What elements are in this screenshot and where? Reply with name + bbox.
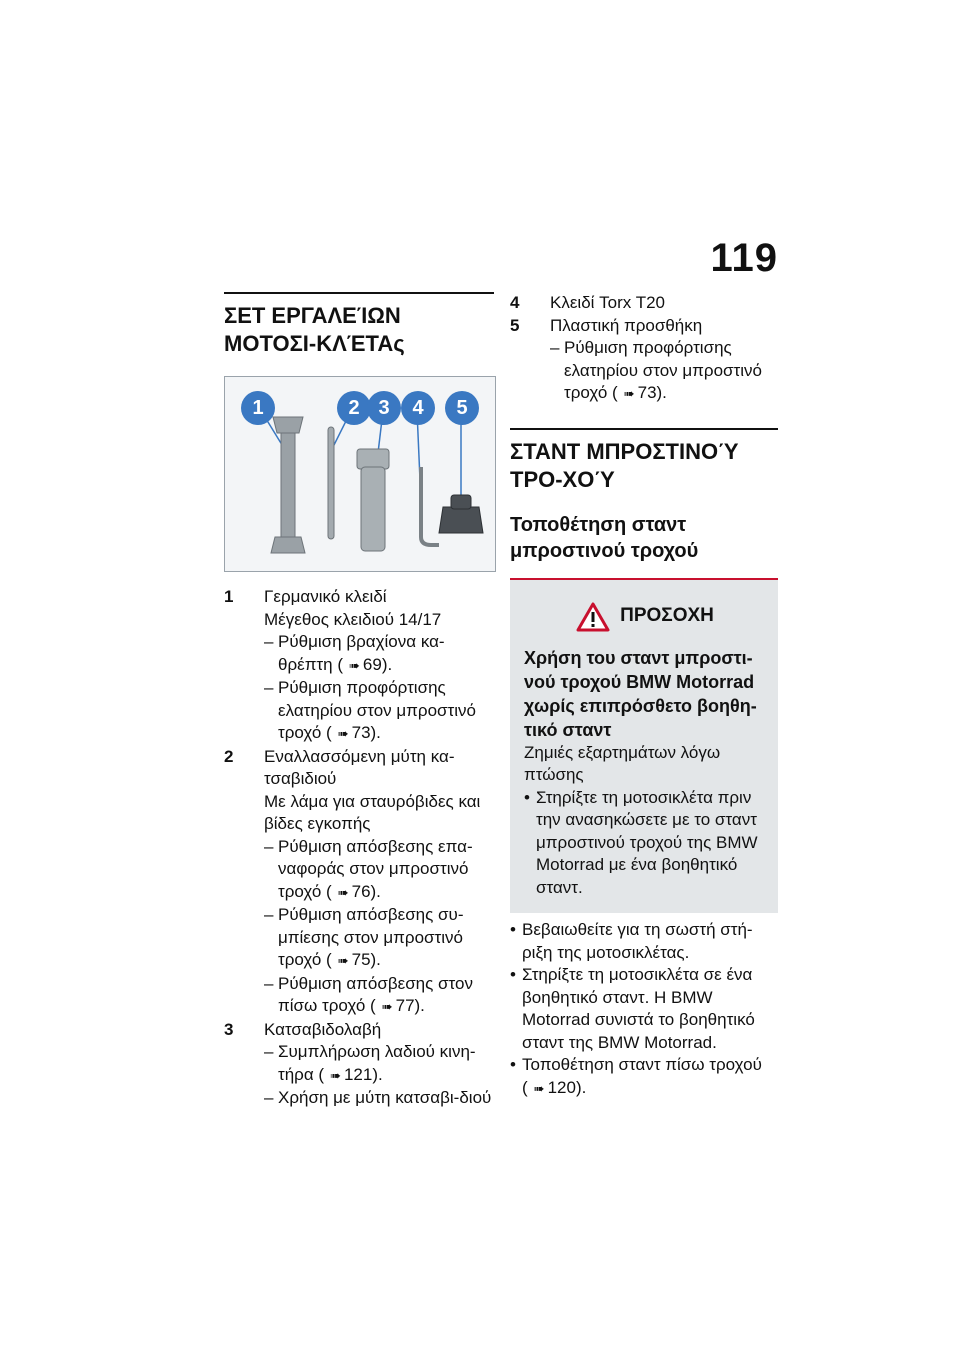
figure-callout-2: 2 xyxy=(337,391,371,425)
item-title: Εναλλασσόμενη μύτη κα-τσαβιδιού xyxy=(264,746,455,788)
page-reference-arrow-icon: ➠ xyxy=(337,953,349,968)
tool-item-1 xyxy=(224,586,494,631)
item-title: Πλαστική προσθήκη xyxy=(550,315,703,335)
page-reference-link[interactable]: 121). xyxy=(343,1064,383,1084)
page-number: 119 xyxy=(710,236,778,280)
page-reference-link[interactable]: 120). xyxy=(547,1077,587,1097)
page-reference-arrow-icon: ➠ xyxy=(623,386,635,401)
subsection-heading: Τοποθέτηση σταντ μπροστινού τροχού xyxy=(510,513,699,562)
section-rule xyxy=(510,428,778,430)
tool-item-3 xyxy=(224,1019,494,1042)
page-reference-link[interactable]: 77). xyxy=(395,996,425,1015)
tool-item-2 xyxy=(224,746,494,836)
figure-callout-1: 1 xyxy=(241,391,275,425)
item-number: 4 xyxy=(510,293,520,312)
instruction-step: • Βεβαιωθείτε για τη σωστή στή-ριξη της μοτοσικλέτας. xyxy=(510,920,753,962)
page-reference-arrow-icon: ➠ xyxy=(337,726,349,741)
instruction-step: • Τοποθέτηση σταντ πίσω τροχού ( ➠ 120). xyxy=(510,1054,778,1100)
section-heading-front-stand: ΣΤΑΝΤ ΜΠΡΟΣΤΙΝΟΎ ΤΡΟ-ΧΟΎ xyxy=(510,438,739,492)
page-reference-arrow-icon: ➠ xyxy=(381,999,393,1014)
item-number: 1 xyxy=(224,587,234,606)
tool-item-4 xyxy=(510,292,778,315)
cross-reference: – Συμπλήρωση λαδιού κινη-τήρα ( ➠ 121). xyxy=(264,1041,494,1087)
item-detail: Με λάμα για σταυρόβιδες και βίδες εγκοπής xyxy=(264,791,481,833)
item-number: 3 xyxy=(224,1019,234,1039)
section-heading-toolkit: ΣΕΤ ΕΡΓΑΛΕΊΩΝ ΜΟΤΟΣΙ-ΚΛΈΤΑς xyxy=(224,303,405,356)
page-reference-arrow-icon: ➠ xyxy=(337,884,349,900)
page-reference-link[interactable]: 73). xyxy=(637,383,667,402)
cross-reference: – Ρύθμιση απόσβεσης στον πίσω τροχό ( ➠ 77). xyxy=(264,973,494,1019)
page-reference-arrow-icon: ➠ xyxy=(349,657,360,673)
cross-reference: – Ρύθμιση απόσβεσης συ-μπίεσης στον μπροστινό τροχό ( ➠ 75). xyxy=(264,904,494,973)
warning-triangle-icon xyxy=(576,602,610,632)
item-number: 5 xyxy=(510,315,520,335)
toolkit-figure xyxy=(224,376,496,572)
item-detail: Μέγεθος κλειδιού 14/17 xyxy=(264,609,442,629)
left-column xyxy=(224,292,494,1110)
page-reference-link[interactable]: 76). xyxy=(351,881,381,901)
page-reference-link[interactable]: 69). xyxy=(362,654,393,674)
caution-box xyxy=(510,580,778,914)
cross-reference: – Ρύθμιση προφόρτισης ελατηρίου στον μπροστινό τροχό ( ➠ 73). xyxy=(264,677,494,746)
figure-callout-4: 4 xyxy=(401,391,435,425)
cross-reference: – Ρύθμιση βραχίονα κα-θρέπτη ( ➠ 69). xyxy=(264,631,494,677)
page-reference-link[interactable]: 75). xyxy=(351,950,381,969)
tool-item-5 xyxy=(510,315,778,338)
caution-hazard: Χρήση του σταντ μπροστι-νού τροχού BMW Motorrad χωρίς επιπρόσθετο βοηθη-τικό σταντ xyxy=(524,647,757,740)
item-title: Κλειδί Torx T20 xyxy=(550,293,665,312)
cross-reference: – Ρύθμιση προφόρτισης ελατηρίου στον μπροστινό τροχό ( ➠ 73). xyxy=(550,337,778,406)
instruction-step: • Στηρίξτε τη μοτοσικλέτα σε ένα βοηθητικό σταντ. Η BMW Motorrad συνιστά το βοηθητικό σταντ της BMW Motorrad. xyxy=(510,965,755,1052)
page-reference-arrow-icon: ➠ xyxy=(533,1080,545,1096)
section-rule xyxy=(224,292,494,294)
figure-callout-5: 5 xyxy=(445,391,479,425)
item-title: Κατσαβιδολαβή xyxy=(264,1019,382,1039)
figure-callout-3: 3 xyxy=(367,391,401,425)
caution-consequence: Ζημιές εξαρτημάτων λόγω πτώσης xyxy=(524,742,721,784)
cross-reference: – Ρύθμιση απόσβεσης επα-ναφοράς στον μπροστινό τροχό ( ➠ 76). xyxy=(264,836,494,905)
item-title: Γερμανικό κλειδί xyxy=(264,587,387,606)
usage-note: – Χρήση με μύτη κατσαβι-διού xyxy=(264,1088,492,1107)
right-column xyxy=(510,292,778,1100)
caution-instruction: • Στηρίξτε τη μοτοσικλέτα πριν την ανασηκώσετε με το σταντ μπροστινού τροχού της BMW Motorrad με ένα βοηθητικό σταντ. xyxy=(524,787,758,897)
caution-title: ΠΡΟΣΟΧΗ xyxy=(620,605,714,627)
page-reference-arrow-icon: ➠ xyxy=(330,1067,341,1083)
item-number: 2 xyxy=(224,746,234,766)
page-reference-link[interactable]: 73). xyxy=(351,723,381,742)
